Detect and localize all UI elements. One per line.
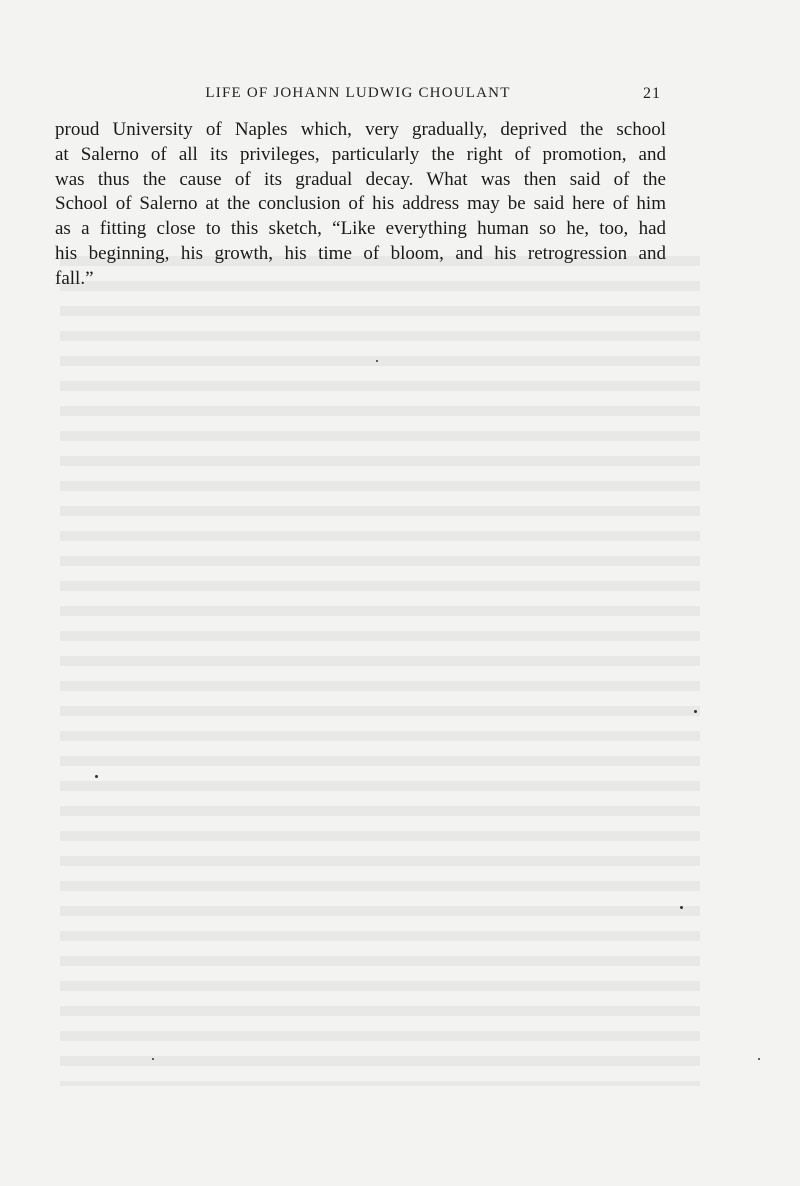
running-title: LIFE OF JOHANN LUDWIG CHOULANT xyxy=(205,85,511,101)
scan-speck xyxy=(694,710,697,713)
text-line: proud University of Naples which, very gradually, deprived the school xyxy=(55,119,666,140)
text-line: at Salerno of all its privileges, particularly the right of promotion, and xyxy=(55,143,666,165)
page-number: 21 xyxy=(643,85,661,102)
scan-speck xyxy=(152,1058,154,1060)
scan-speck xyxy=(680,906,683,909)
text-line: was thus the cause of its gradual decay. What was then said of the xyxy=(55,168,666,190)
text-line: School of Salerno at the conclusion of his address may be said here of him xyxy=(55,193,666,215)
text-line: fall.” xyxy=(55,267,94,289)
scan-speck xyxy=(95,775,98,778)
running-head xyxy=(55,85,661,107)
bleed-through-texture xyxy=(60,256,700,1086)
body-paragraph xyxy=(55,118,666,292)
scan-speck xyxy=(376,360,378,362)
text-line: as a fitting close to this sketch, “Like everything human so he, too, had xyxy=(55,218,666,240)
text-line: his beginning, his growth, his time of bloom, and his retrogression and xyxy=(55,242,666,264)
scan-speck xyxy=(758,1058,760,1060)
